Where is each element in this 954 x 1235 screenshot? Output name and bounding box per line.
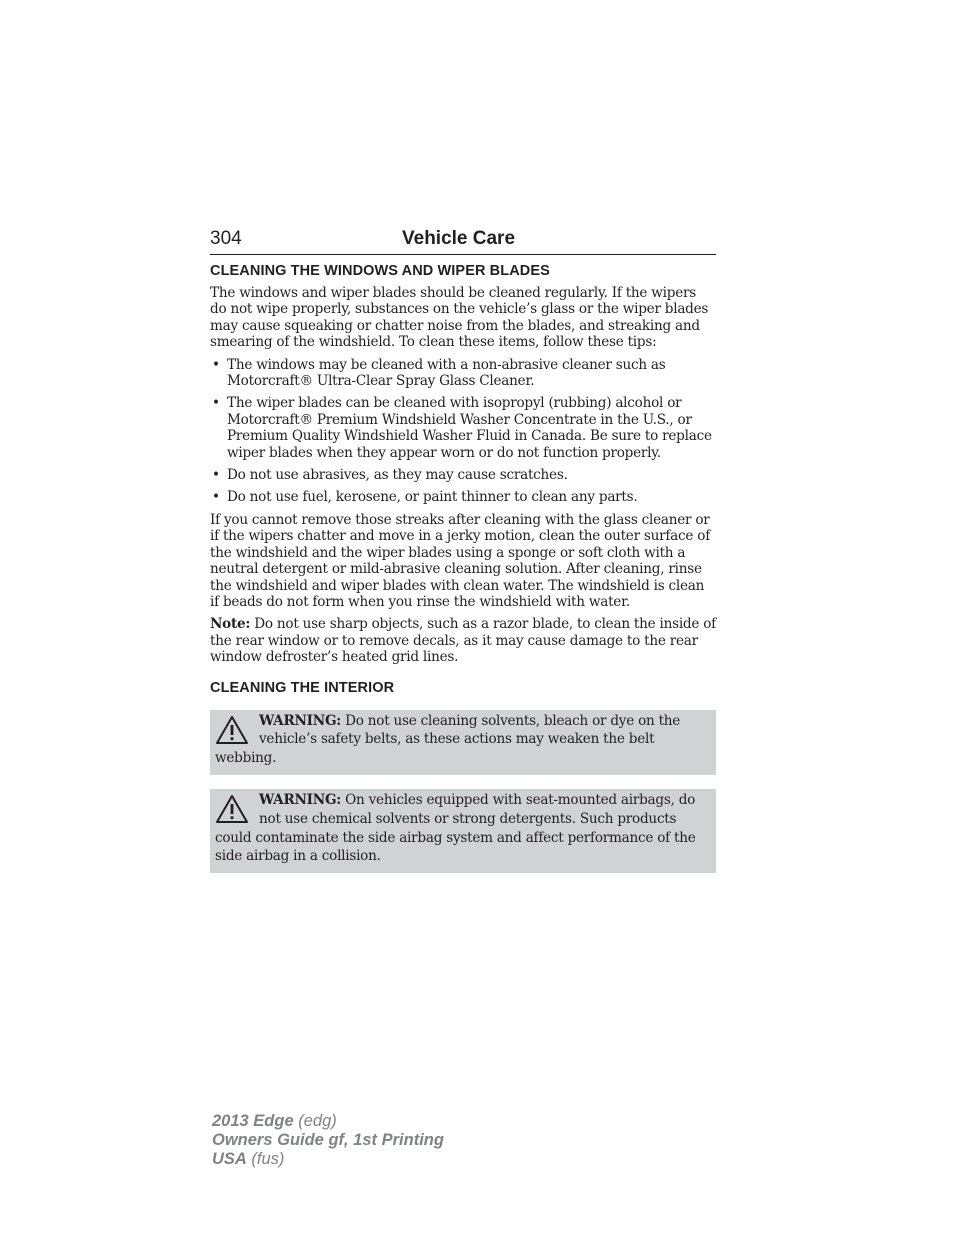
warning-box-belts	[210, 710, 716, 775]
bullet-icon: •	[212, 395, 220, 412]
warning-triangle-icon	[215, 715, 249, 745]
note-text: Do not use sharp objects, such as a razor blade, to clean the inside of the rear window or to remove decals, as it may cause damage to the rear window defroster’s heated grid lines.	[210, 616, 716, 666]
interior-heading: CLEANING THE INTERIOR	[210, 679, 395, 696]
list-item	[210, 357, 716, 390]
footer-line-guide: Owners Guide gf, 1st Printing	[212, 1131, 444, 1149]
footer-model: 2013 Edge	[212, 1112, 294, 1130]
windows-note	[210, 616, 716, 665]
warning-label: WARNING:	[259, 791, 342, 808]
footer-model-code: (edg)	[293, 1112, 337, 1130]
warning-body: On vehicles equipped with seat-mounted airbags, do not use chemical solvents or strong detergents. Such products could contaminate the side airbag system and affect performance of the side airbag in a collision.	[215, 791, 696, 865]
bullet-icon: •	[212, 489, 220, 506]
footer-line-model	[212, 1112, 444, 1131]
warning-label: WARNING:	[259, 712, 342, 729]
windows-intro: The windows and wiper blades should be cleaned regularly. If the wipers do not wipe properly, substances on the vehicle’s glass or the wiper blades may cause squeaking or chatter noise from the blades, and streaking and smearing of the windshield. To clean these items, follow these tips:	[210, 285, 709, 351]
warning-text	[215, 712, 708, 768]
warning-triangle-icon	[215, 794, 249, 824]
page-footer	[212, 1112, 444, 1169]
list-item	[210, 395, 716, 461]
warning-body: Do not use cleaning solvents, bleach or dye on the vehicle’s safety belts, as these actions may weaken the belt webbing.	[215, 712, 681, 767]
footer-market: USA	[212, 1150, 247, 1168]
page-header	[210, 228, 716, 255]
tips-list	[210, 357, 716, 506]
tip-text: The windows may be cleaned with a non-abrasive cleaner such as Motorcraft® Ultra-Clear Spray Glass Cleaner.	[227, 356, 666, 390]
section-title: Vehicle Care	[402, 228, 516, 249]
manual-page	[210, 228, 716, 887]
bullet-icon: •	[212, 356, 220, 373]
windows-heading: CLEANING THE WINDOWS AND WIPER BLADES	[210, 263, 550, 279]
note-label: Note:	[210, 616, 251, 633]
footer-line-market	[212, 1150, 444, 1169]
tip-text: Do not use abrasives, as they may cause scratches.	[227, 467, 568, 484]
list-item	[210, 489, 716, 505]
tip-text: The wiper blades can be cleaned with isopropyl (rubbing) alcohol or Motorcraft® Premium Windshield Washer Concentrate in the U.S., or Premium Quality Windshield Washer Fluid in Canada. Be sure to replace wiper blades when they appear worn or do not function properly.	[227, 395, 712, 461]
warning-box-airbags	[210, 789, 716, 873]
bullet-icon: •	[212, 467, 220, 484]
warning-text	[215, 791, 708, 866]
windows-followup: If you cannot remove those streaks after cleaning with the glass cleaner or if the wipers chatter and move in a jerky motion, clean the outer surface of the windshield and the wiper blades using a sponge or soft cloth with a neutral detergent or mild-abrasive cleaning solution. After cleaning, rinse the windshield and wiper blades with clean water. The windshield is clean if beads do not form when you rinse the windshield with water.	[210, 511, 710, 610]
page-number: 304	[210, 228, 242, 249]
list-item	[210, 467, 716, 483]
tip-text: Do not use fuel, kerosene, or paint thinner to clean any parts.	[227, 489, 638, 506]
footer-market-code: (fus)	[246, 1150, 285, 1168]
